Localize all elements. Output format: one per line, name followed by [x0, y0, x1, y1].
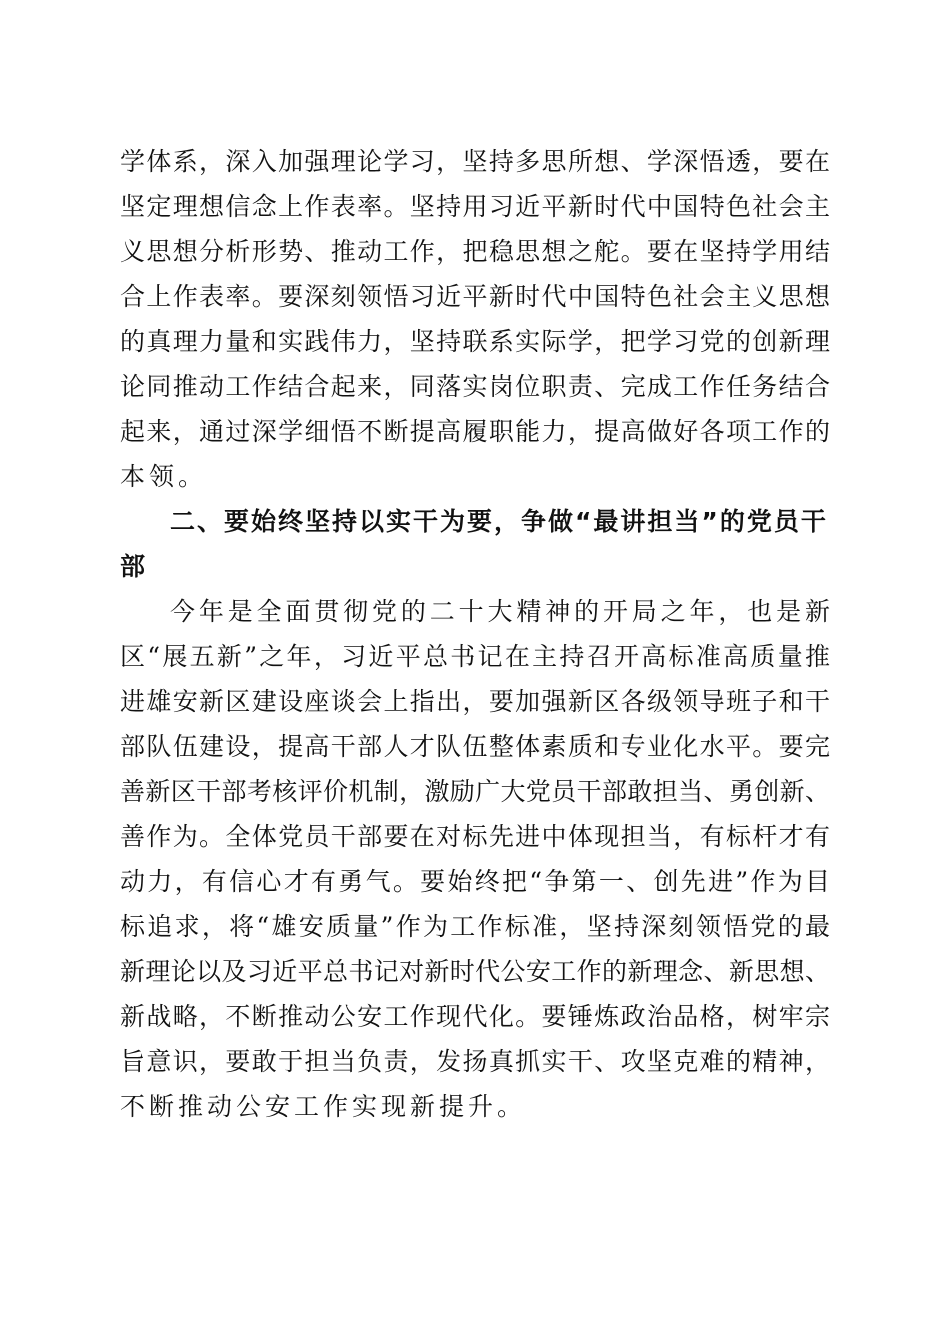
section-heading-line-1: 二、要始终坚持以实干为要，争做“最讲担当”的党员干 — [170, 507, 828, 536]
paragraph1-line-2: 坚定理想信念上作表率。坚持用习近平新时代中国特色社会主 — [120, 192, 830, 221]
section-heading-line-2: 部 — [120, 552, 148, 581]
paragraph2-line-9: 新理论以及习近平总书记对新时代公安工作的新理念、新思想、 — [120, 957, 830, 986]
paragraph1-line-7: 起来，通过深学细悟不断提高履职能力，提高做好各项工作的 — [120, 417, 830, 446]
paragraph2-line-12: 不断推动公安工作实现新提升。 — [120, 1092, 527, 1121]
paragraph2-line-8: 标追求，将“雄安质量”作为工作标准，坚持深刻领悟党的最 — [120, 912, 830, 941]
paragraph2-line-1: 今年是全面贯彻党的二十大精神的开局之年，也是新 — [170, 597, 830, 626]
paragraph1-line-6: 论同推动工作结合起来，同落实岗位职责、完成工作任务结合 — [120, 372, 830, 401]
paragraph1-line-5: 的真理力量和实践伟力，坚持联系实际学，把学习党的创新理 — [120, 327, 830, 356]
paragraph2-line-5: 善新区干部考核评价机制，激励广大党员干部敢担当、勇创新、 — [120, 777, 830, 806]
paragraph2-line-6: 善作为。全体党员干部要在对标先进中体现担当，有标杆才有 — [120, 822, 830, 851]
paragraph2-line-3: 进雄安新区建设座谈会上指出，要加强新区各级领导班子和干 — [120, 687, 830, 716]
paragraph1-line-8: 本领。 — [120, 462, 208, 491]
paragraph1-line-1: 学体系，深入加强理论学习，坚持多思所想、学深悟透，要在 — [120, 147, 830, 176]
paragraph2-line-11: 旨意识，要敢于担当负责，发扬真抓实干、攻坚克难的精神， — [120, 1047, 830, 1076]
paragraph2-line-10: 新战略，不断推动公安工作现代化。要锤炼政治品格，树牢宗 — [120, 1002, 830, 1031]
paragraph1-line-4: 合上作表率。要深刻领悟习近平新时代中国特色社会主义思想 — [120, 282, 830, 311]
paragraph2-line-4: 部队伍建设，提高干部人才队伍整体素质和专业化水平。要完 — [120, 732, 830, 761]
paragraph1-line-3: 义思想分析形势、推动工作，把稳思想之舵。要在坚持学用结 — [120, 237, 830, 266]
paragraph2-line-2: 区“展五新”之年，习近平总书记在主持召开高标准高质量推 — [120, 642, 830, 671]
paragraph2-line-7: 动力，有信心才有勇气。要始终把“争第一、创先进”作为目 — [120, 867, 830, 896]
